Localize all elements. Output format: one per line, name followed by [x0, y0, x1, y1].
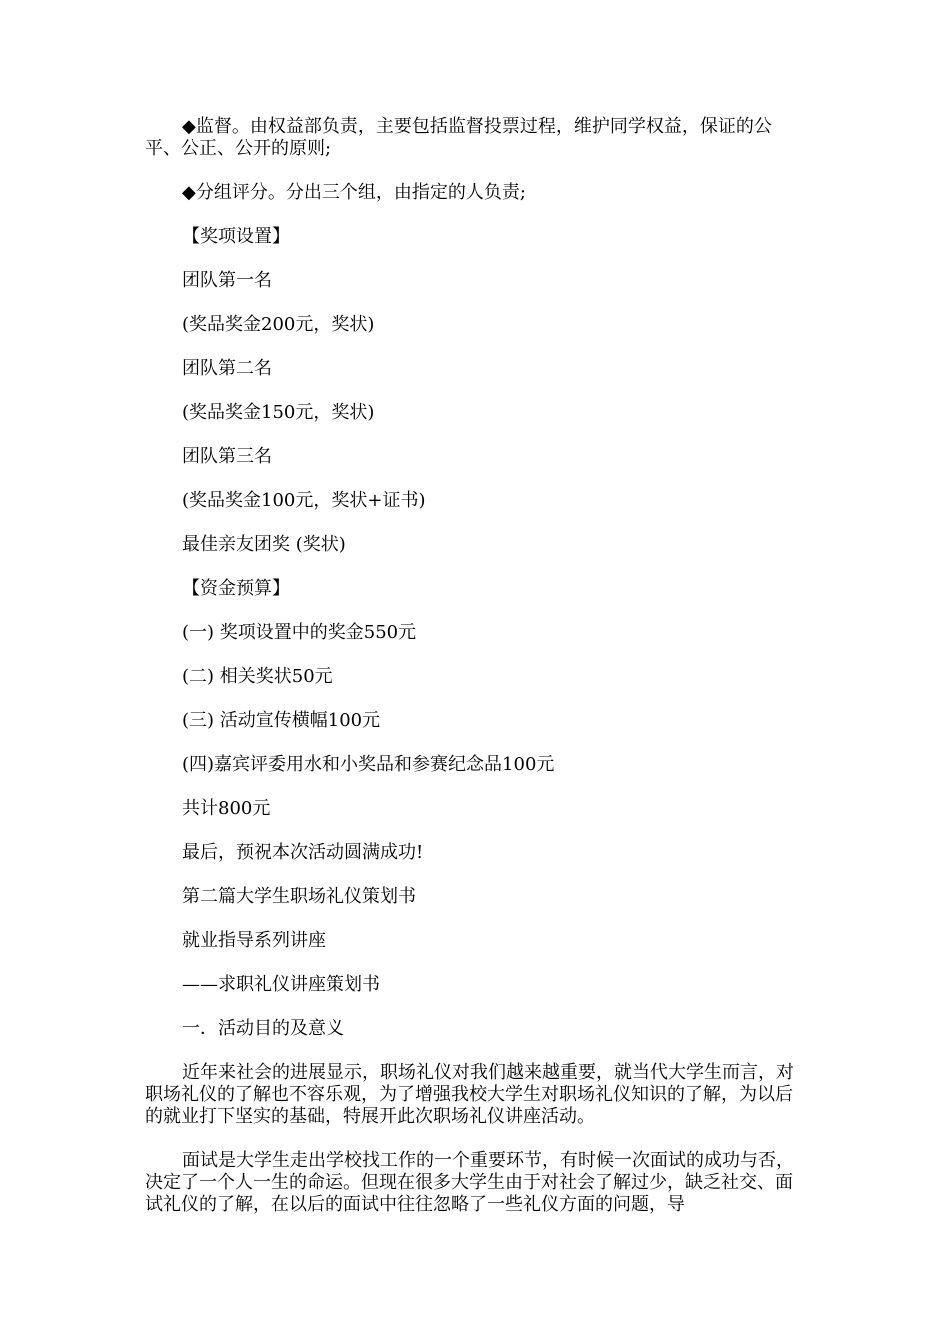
paragraph-group-scoring: ◆分组评分。分出三个组，由指定的人负责; [182, 182, 526, 203]
paragraph-interview: 面试是大学生走出学校找工作的一个重要环节，有时候一次面试的成功与否，决定了一个人一生的命运。但现在很多大学生由于对社会了解过少，缺乏社交、面试礼仪的了解，在以后的面试中往往忽略了一些礼仪方面的问题，导 [145, 1150, 794, 1215]
paragraph-supervision: ◆监督。由权益部负责，主要包括监督投票过程，维护同学权益，保证的公平、公正、公开的原则; [145, 116, 772, 159]
award-third-prize: (奖品奖金100元，奖状+证书) [182, 490, 426, 511]
budget-item-1: (一) 奖项设置中的奖金550元 [182, 622, 417, 643]
lecture-subtitle: ——求职礼仪讲座策划书 [182, 974, 380, 995]
heading-purpose: 一．活动目的及意义 [182, 1018, 344, 1039]
award-best-fans: 最佳亲友团奖 (奖状) [182, 534, 346, 555]
lecture-series-title: 就业指导系列讲座 [182, 930, 326, 951]
budget-item-3: (三) 活动宣传横幅100元 [182, 710, 381, 731]
paragraph-background: 近年来社会的进展显示，职场礼仪对我们越来越重要，就当代大学生而言，对职场礼仪的了解也不容乐观，为了增强我校大学生对职场礼仪知识的了解，为以后的就业打下坚实的基础，特展开此次职场礼仪讲座活动。 [145, 1062, 794, 1127]
award-first-prize: (奖品奖金200元，奖状) [182, 314, 375, 335]
award-first-place: 团队第一名 [182, 270, 272, 291]
budget-item-2: (二) 相关奖状50元 [182, 666, 333, 687]
heading-awards: 【奖项设置】 [182, 226, 290, 247]
award-second-place: 团队第二名 [182, 358, 272, 379]
closing-wish: 最后，预祝本次活动圆满成功! [182, 842, 424, 863]
award-third-place: 团队第三名 [182, 446, 272, 467]
award-second-prize: (奖品奖金150元，奖状) [182, 402, 375, 423]
section-title: 第二篇大学生职场礼仪策划书 [182, 886, 416, 907]
heading-budget: 【资金预算】 [182, 578, 290, 599]
budget-total: 共计800元 [182, 798, 271, 819]
budget-item-4: (四)嘉宾评委用水和小奖品和参赛纪念品100元 [182, 754, 555, 775]
